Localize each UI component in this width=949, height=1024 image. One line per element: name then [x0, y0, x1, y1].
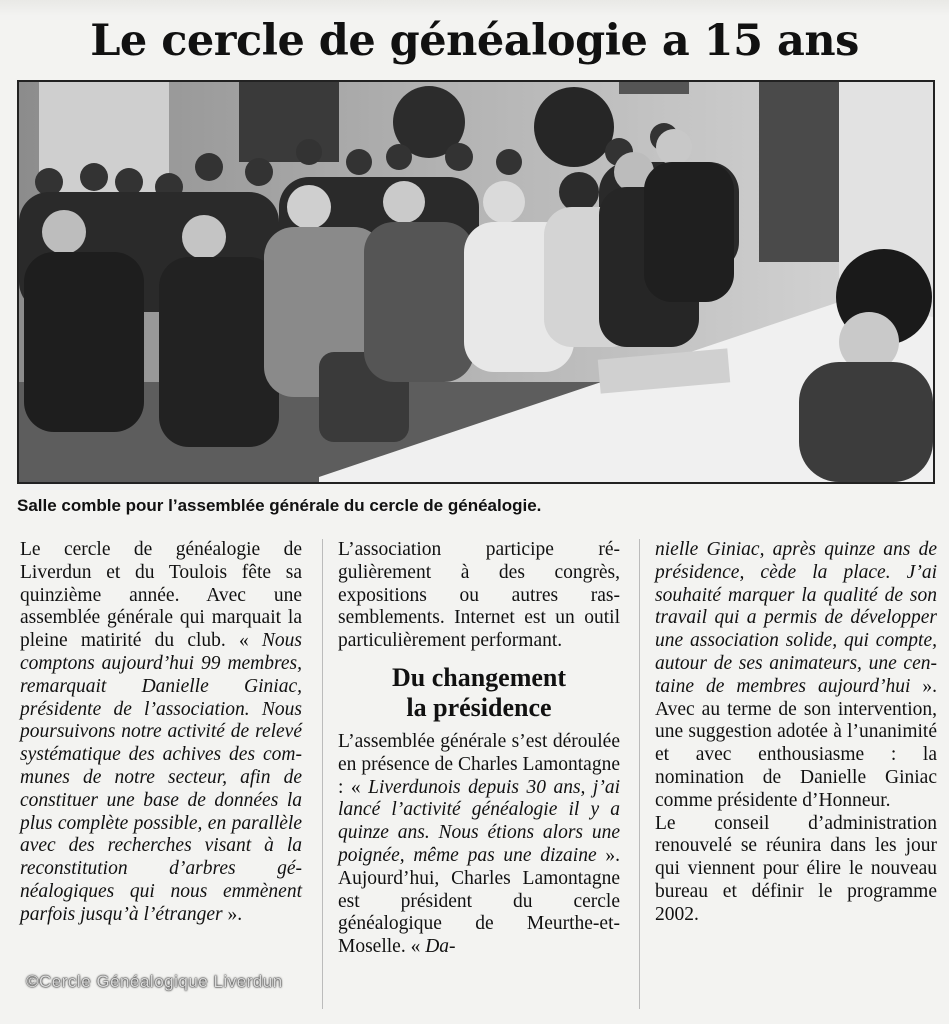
- paragraph-text: Le cercle de généalogie de Liverdun et du Toulois fête sa quinzième année. Avec une assemblée générale qui marquait la pleine matirité du club. «: [20, 539, 302, 652]
- subhead-line: la présidence: [406, 692, 552, 722]
- column-divider: [639, 539, 640, 1009]
- quote-text: nielle Giniac, après quinze ans de présidence, cède la place. J’ai souhaité marquer la qualité de son travail qui a permis de développer une association solide, qui compte, autour de ses animateurs, une centaine de membres aujourd’hui: [655, 539, 937, 697]
- paragraph: [338, 731, 620, 959]
- watermark-credit: ©Cercle Généalogique Liverdun: [26, 972, 283, 991]
- meeting-photo: [17, 80, 935, 484]
- column-divider: [322, 539, 323, 1009]
- paragraph: L’association participe régulièrement à des congrès, expositions ou autres rassemblements. Internet est un outil particulièrement performant.: [338, 539, 620, 652]
- paragraph-text: L’assemblée générale s’est déroulée en présence de Charles Lamontagne : «: [338, 730, 620, 798]
- paragraph: [20, 539, 302, 927]
- quote-text: Liverdunois depuis 30 ans, j’ai lancé l’activité généalogie il y a quinze ans. Nous étions alors une poignée, même pas une dizaine: [338, 776, 620, 866]
- paragraph-text: ». Aujourd’hui, Charles Lamontagne est président du cercle généalogique de Meurthe-et-Moselle. «: [338, 844, 621, 958]
- photo-caption: Salle comble pour l’assemblée générale du cercle de généalogie.: [17, 496, 542, 515]
- section-subhead: [338, 663, 620, 723]
- quote-text: Da-: [420, 936, 456, 958]
- paragraph: [655, 539, 937, 813]
- paragraph: Le conseil d’administration renouvelé se réunira dans les jour qui viennent pour élire le nouveau bureau et définir le programme 2002.: [655, 812, 937, 925]
- article-column-3: [655, 539, 937, 927]
- quote-text: Nous comptons aujourd’hui 99 membres, remarquait Danielle Giniac, présidente de l’association. Nous poursuivons notre activité de relevé systématique des achives des communes de notre secteur, afin de constituer une base de données la plus complète possible, en parallèle avec des recherches visant à la reconstitution d’arbres généalogiques qui nous emmènent parfois jusqu’à l’étranger: [20, 630, 302, 925]
- article-column-2: [338, 539, 620, 959]
- paragraph-text: ». Avec au terme de son intervention, une suggestion adotée à l’unanimité et avec enthousiasme : la nomination de Danielle Giniac comme présidente d’Honneur.: [655, 675, 937, 811]
- paragraph-text: ».: [222, 903, 243, 925]
- article-column-1: [20, 539, 302, 927]
- article-headline: Le cercle de généalogie a 15 ans: [90, 16, 859, 66]
- meeting-photo-illustration: [19, 82, 933, 482]
- subhead-line: Du changement: [391, 662, 567, 692]
